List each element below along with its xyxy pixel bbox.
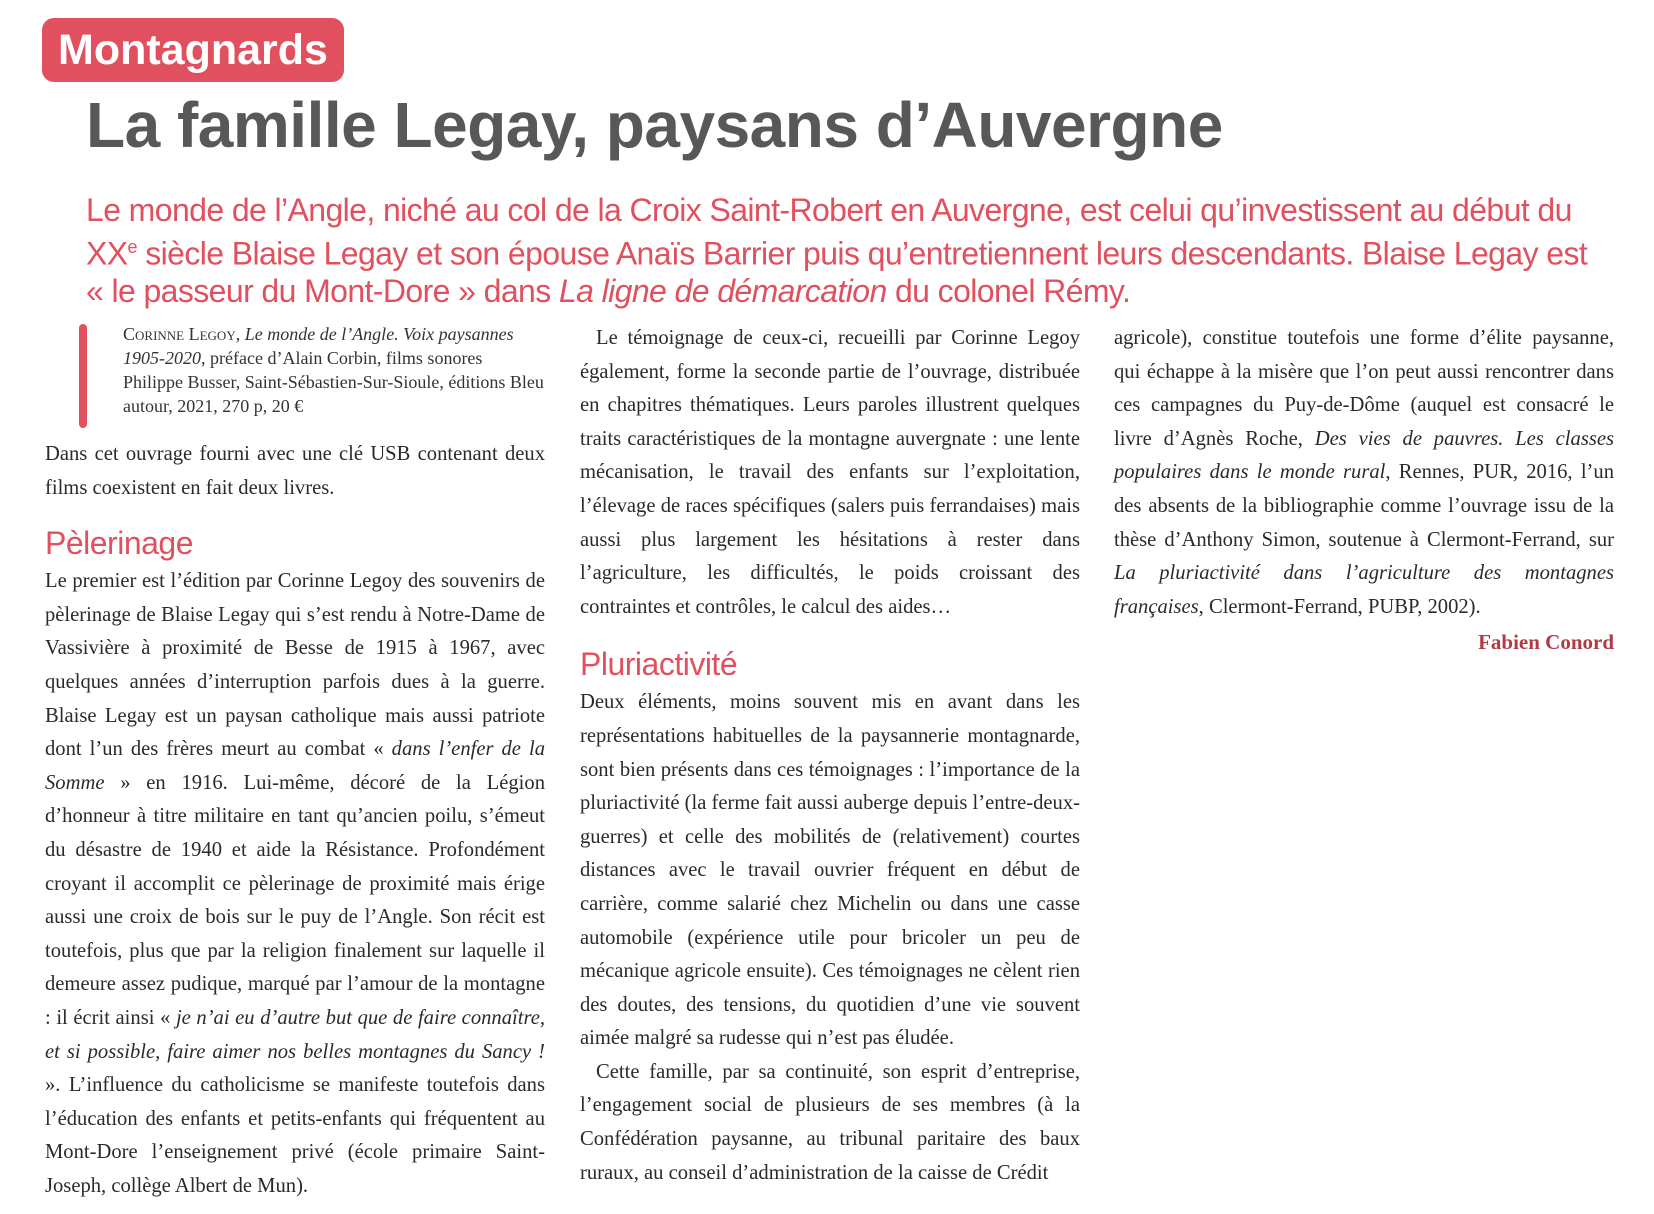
- lead-text: siècle Blaise Legay et son épouse Anaïs Barrier puis qu’entretiennent leurs descendants. Blaise Legay est « le passeur du Mont-Dore » dans: [86, 235, 1588, 309]
- body-paragraph: [580, 1056, 1080, 1190]
- quote: dans l’enfer de la Somme: [45, 738, 545, 794]
- body-text: , Clermont-Ferrand, PUBP, 2002).: [1198, 595, 1481, 618]
- body-paragraph: [1114, 322, 1614, 624]
- column-2: [580, 322, 1080, 1190]
- body-text: Cette famille, par sa continuité, son esprit d’entreprise, l’engagement social de plusieurs de ses membres (à la Confédération paysanne, au tribunal paritaire des baux ruraux, au conseil d’administration de la caisse de Crédit: [580, 1060, 1080, 1184]
- body-text: ». L’influence du catholicisme se manifeste toutefois dans l’éducation des enfants et petits-enfants qui fréquentent au Mont-Dore l’enseignement privé (école primaire Saint-Joseph, collège Albert de Mun).: [45, 1074, 545, 1197]
- cited-title: La pluriactivité dans l’agriculture des montagnes françaises: [1114, 562, 1614, 618]
- lead-book-title: La ligne de démarcation: [558, 272, 887, 309]
- column-3: [1114, 322, 1614, 660]
- body-text: » en 1916. Lui-même, décoré de la Légion d’honneur à titre militaire en tant qu’ancien poilu, s’émeut du désastre de 1940 et aide la Résistance. Profondément croyant il accomplit ce pèlerinage de proximité mais érige aussi une croix de bois sur le puy de l’Angle. Son récit est toutefois, plus que par la religion finalement sur laquelle il demeure assez pudique, marqué par l’amour de la montagne : il écrit ainsi «: [45, 771, 545, 1029]
- subheading-pelerinage: Pèlerinage: [45, 525, 193, 562]
- body-paragraph: Deux éléments, moins souvent mis en avant dans les représentations habituelles de la paysannerie montagnarde, sont bien présents dans ces témoignages : l’importance de la pluriactivité (la ferme fait aussi auberge depuis l’entre-deux-guerres) et celle des mobilités de (relativement) courtes distances avec le travail ouvrier fréquent en début de carrière, comme salarié chez Michelin ou dans une casse automobile (expérience utile pour bricoler un peu de mécanique agricole ensuite). Ces témoignages ne cèlent rien des doutes, des tensions, du quotidien d’une vie souvent aimée malgré sa rudesse qui n’est pas éludée.: [580, 691, 1080, 1050]
- book-author: Corinne Legoy: [123, 324, 236, 344]
- article-title: La famille Legay, paysans d’Auvergne: [86, 89, 1223, 161]
- body-text: , Rennes, PUR, 2016, l’un des absents de la bibliographie comme l’ouvrage issu de la thèse d’Anthony Simon, soutenue à Clermont-Ferrand, sur: [1114, 461, 1614, 551]
- column-1: [45, 322, 545, 1203]
- intro-paragraph: Dans cet ouvrage fourni avec une clé USB contenant deux films coexistent en fait deux livres.: [45, 443, 545, 499]
- lead-text: du colonel Rémy.: [886, 272, 1131, 309]
- book-title: Le monde de l’Angle. Voix paysannes 1905-2020: [123, 324, 514, 368]
- article-lead: [86, 192, 1606, 310]
- book-reference: [79, 322, 545, 418]
- book-details: , préface d’Alain Corbin, films sonores Philippe Busser, Saint-Sébastien-Sur-Sioule, éditions Bleu autour, 2021, 270 p, 20 €: [123, 348, 544, 416]
- section-rubric: Montagnards: [42, 18, 344, 82]
- author-signature: Fabien Conord: [1478, 630, 1614, 655]
- body-text: Le premier est l’édition par Corinne Legoy des souvenirs de pèlerinage de Blaise Legay qui s’est rendu à Notre-Dame de Vassivière à proximité de Besse de 1915 à 1967, avec quelques années d’interruption parfois dues à la guerre. Blaise Legay est un paysan catholique mais aussi patriote dont l’un des frères meurt au combat «: [45, 570, 545, 761]
- subheading-pluriactivite: Pluriactivité: [580, 646, 738, 683]
- lead-superscript: e: [127, 237, 137, 257]
- lead-text: Le monde de l’Angle, niché au col de la Croix Saint-Robert en Auvergne, est celui qu’investissent au début du XX: [86, 192, 1572, 272]
- book-ref-separator: ,: [235, 324, 245, 344]
- body-paragraph: [45, 565, 545, 1203]
- quote: je n’ai eu d’autre but que de faire connaître, et si possible, faire aimer nos belles montagnes du Sancy !: [45, 1006, 545, 1063]
- body-text: agricole), constitue toutefois une forme d’élite paysanne, qui échappe à la misère que l’on peut aussi rencontrer dans ces campagnes du Puy-de-Dôme (auquel est consacré le livre d’Agnès Roche,: [1114, 327, 1614, 450]
- body-paragraph: Le témoignage de ceux-ci, recueilli par Corinne Legoy également, forme la seconde partie de l’ouvrage, distribuée en chapitres thématiques. Leurs paroles illustrent quelques traits caractéristiques de la montagne auvergnate : une lente mécanisation, le travail des enfants sur l’exploitation, l’élevage de races spécifiques (salers puis ferrandaises) mais aussi plus largement les hésitations à rester dans l’agriculture, les difficultés, le poids croissant des contraintes et contrôles, le calcul des aides…: [580, 327, 1080, 618]
- cited-title: Des vies de pauvres. Les classes populaires dans le monde rural: [1114, 427, 1615, 484]
